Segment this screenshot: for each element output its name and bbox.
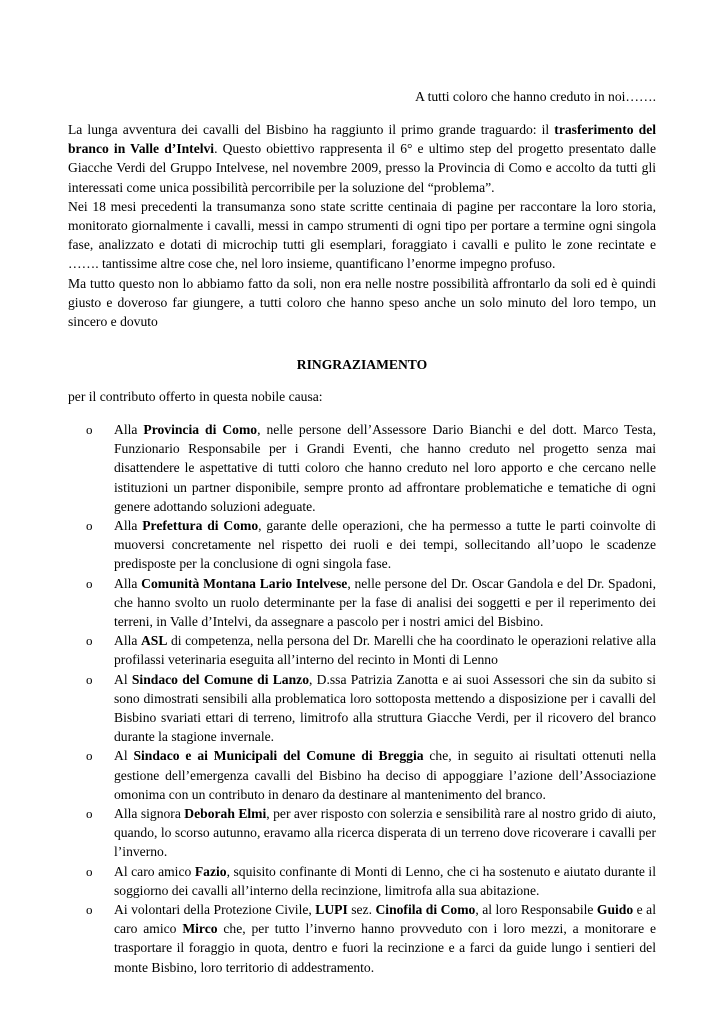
bullet-icon: o [86,422,93,437]
bullet-icon: o [86,575,93,591]
list-item [86,804,656,862]
text-run: La lunga avventura dei cavalli del Bisbino ha raggiunto il primo grande traguardo: il [68,122,555,137]
bold-text-run: Mirco [182,921,218,937]
text-run: , squisito confinante di Monti di Lenno, che ci ha sostenuto e aiutato durante il soggiorno dei cavalli all’interno della recinzione, limitrofa alla sua abitazione. [114,863,656,898]
bullet-icon: o [86,633,93,649]
list-item [86,631,656,669]
intro-paragraph [68,197,656,274]
intro-paragraph [68,120,656,197]
intro-section [68,120,656,331]
text-run: di competenza, nella persona del Dr. Marelli che ha coordinato le operazioni relative alla profilassi veterinaria eseguita all’interno del recinto in Monti di Lenno [114,633,656,668]
bullet-icon: o [86,902,93,918]
text-run: Alla signora [114,806,185,822]
bold-text-run: Guido [596,902,634,918]
list-item [86,900,656,977]
list-item [86,516,656,574]
acknowledgements-list [86,420,656,977]
text-run: sez. [347,902,376,918]
bullet-icon: o [86,748,93,764]
bold-text-run: Deborah Elmi [184,806,267,822]
text-run: Alla [114,633,141,649]
list-item [86,746,656,804]
bold-text-run: Fazio [194,863,227,879]
text-run: Nei 18 mesi precedenti la transumanza sono state scritte centinaia di pagine per raccontare la loro storia, monitorato giornalmente i cavalli, messi in campo strumenti di ogni tipo per portare a termine ogni singola fase, analizzato e dotati di microchip tutti gli esemplari, foraggiato i cavalli e pulito le zone recintate e ……. tantissime altre cose che, nel loro insieme, quantificano l’enorme impegno profuso. [68,198,656,272]
section-subline: per il contributo offerto in questa nobile causa: [68,389,323,404]
text-run: che, per tutto l’inverno hanno provveduto con i loro mezzi, a monitorare e trasportare il foraggio in quota, dentro e fuori la recinzione e a farci da guide lungo i sentieri del monte Bisbino, loro territorio di addestramento. [114,921,656,975]
list-item [86,574,656,632]
text-run: Al [114,748,134,764]
text-run: , nelle persone dell’Assessore Dario Bianchi e del dott. Marco Testa, Funzionario Responsabile per i Grandi Eventi, che hanno creduto nel progetto senza mai disattendere le aspettative di tutti coloro che hanno creduto nel loro apporto e che cercano nelle istituzioni un partner disponibile, sempre pronto ad affrontare problematiche e tematiche di ogni genere adottando soluzioni adeguate. [114,422,656,514]
text-run: . Questo obiettivo rappresenta il 6° e ultimo step del progetto presentato dalle Giacche Verdi del Gruppo Intelvese, nel novembre 2009, presso la Provincia di Como e accolto da tutti gli interessati come unica possibilità percorribile per la soluzione del “problema”. [68,141,656,195]
text-run: , nelle persone del Dr. Oscar Gandola e del Dr. Spadoni, che hanno svolto un ruolo determinante per la fase di analisi dei soggetti e per il reperimento dei terreni, in Valle d’Intelvi, da assegnare a pascolo per i nostri amici del Bisbino. [114,575,656,630]
bold-text-run: trasferimento del branco in Valle d’Intelvi [68,122,657,157]
bold-text-run: Sindaco e ai Municipali del Comune di Breggia [133,748,424,764]
text-run: Al caro amico [114,863,195,879]
bold-text-run: LUPI [315,902,348,918]
bold-text-run: Comunità Montana Lario Intelvese [141,575,348,591]
text-run: che, in seguito ai risultati ottenuti nella gestione dell’emergenza cavalli del Bisbino ha deciso di appoggiare l’azione dell’Associazione omonima con un contributo in denaro da destinare al mantenimento del branco. [114,748,656,802]
intro-paragraph [68,274,656,332]
bullet-icon: o [86,518,93,534]
list-item [86,420,656,516]
list-item [86,862,656,900]
text-run: , garante delle operazioni, che ha permesso a tutte le parti coinvolte di muoversi concretamente nel rispetto dei ruoli e dei tempi, sollecitando all’uopo le scadenze predisposte per la conclusione di ogni singola fase. [114,518,656,572]
text-run: Alla [114,422,144,437]
bullet-icon: o [86,806,93,822]
list-item [86,670,656,747]
text-run: Ai volontari della Protezione Civile, [114,902,316,918]
text-run: Alla [114,518,143,534]
bold-text-run: Prefettura di Como [142,518,259,534]
text-run: , D.ssa Patrizia Zanotta e ai suoi Assessori che sin da subito si sono dimostrati sensibili alla problematica loro sottoposta mettendo a disposizione per i cavalli del Bisbino svariati ettari di terreno, limitrofo alla struttura Giacche Verdi, per il ricovero del branco durante la stagione invernale. [114,671,656,745]
text-run: e al caro amico [114,902,656,937]
text-run: , al loro Responsabile [475,902,597,918]
bold-text-run: Sindaco del Comune di Lanzo [131,671,309,687]
bold-text-run: ASL [140,633,168,649]
bullet-icon: o [86,671,93,687]
text-run: Alla [114,575,142,591]
text-run: Ma tutto questo non lo abbiamo fatto da soli, non era nelle nostre possibilità affrontarlo da soli ed è quindi giusto e doveroso far giungere, a tutti coloro che hanno speso anche un solo minuto del loro tempo, un sincero e dovuto [68,275,656,330]
bold-text-run: Cinofila di Como [375,902,476,918]
text-run: Al [114,671,132,687]
text-run: , per aver risposto con solerzia e sensibilità rare al nostro grido di aiuto, quando, lo scorso autunno, eravamo alla ricerca disperata di un terreno dove ricoverare i cavalli per l’inverno. [114,806,656,860]
bold-text-run: Provincia di Como [143,422,258,437]
section-heading: RINGRAZIAMENTO [296,357,428,372]
bullet-icon: o [86,863,93,879]
dedication-line: A tutti coloro che hanno creduto in noi……. [415,89,656,104]
